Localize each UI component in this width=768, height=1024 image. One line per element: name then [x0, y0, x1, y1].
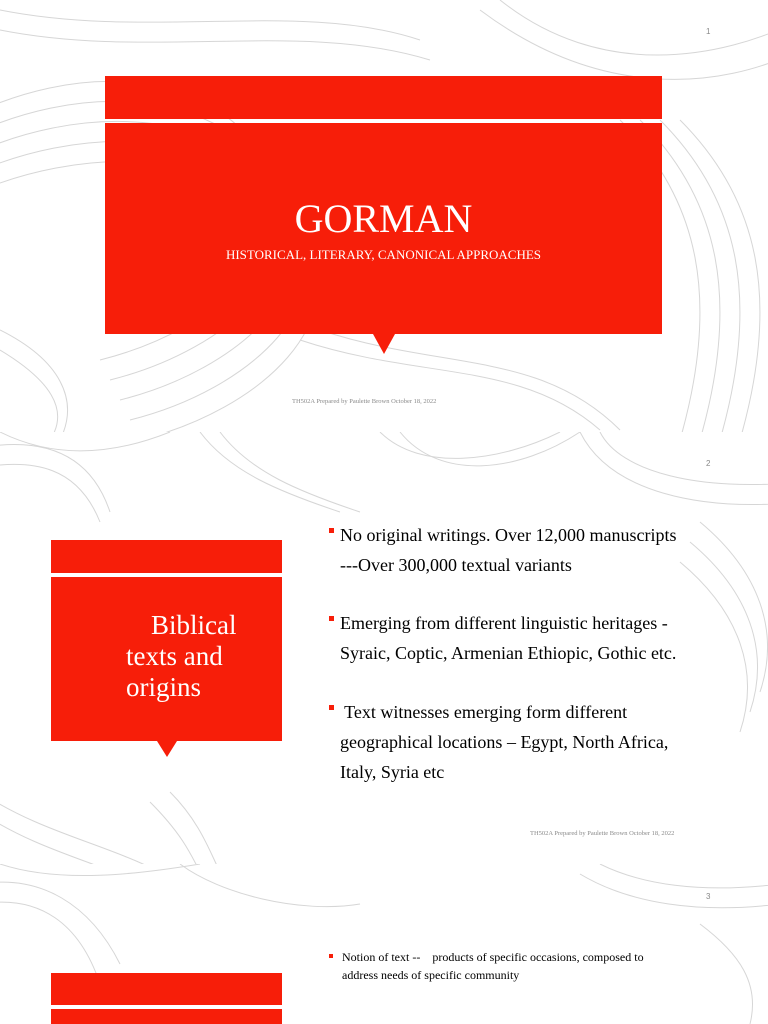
- slide-footer: TH502A Prepared by Paulette Brown October 18, 2022: [530, 830, 675, 837]
- bullet-list: [342, 948, 742, 984]
- bullet-line: Text witnesses emerging form different: [340, 702, 628, 722]
- slide-title-line: Biblical: [151, 610, 237, 640]
- page-number: 3: [706, 892, 711, 901]
- bullet-line: Syraic, Coptic, Armenian Ethiopic, Gothic etc.: [340, 643, 677, 663]
- title-box-pointer: [373, 334, 395, 354]
- bullet-line: Notion of text -- products of specific occasions, composed to: [342, 950, 644, 964]
- title-top-band: [51, 973, 282, 1005]
- slide-footer: TH502A Prepared by Paulette Brown October 18, 2022: [292, 398, 437, 405]
- bullet-marker: [329, 954, 333, 958]
- title-top-band: [51, 540, 282, 573]
- bullet-line: Emerging from different linguistic heritages -: [340, 613, 668, 633]
- slide-subtitle: HISTORICAL, LITERARY, CANONICAL APPROACHES: [225, 247, 542, 262]
- bullet-line: address needs of specific community: [342, 968, 520, 982]
- slide-1: [0, 0, 768, 432]
- slide-title: [126, 610, 236, 703]
- title-box-pointer: [157, 741, 177, 757]
- slide-3: [0, 864, 768, 1024]
- page-number: 2: [706, 459, 711, 468]
- bullet-marker: [329, 705, 334, 710]
- list-item: [340, 697, 740, 787]
- slide-title-line: origins: [126, 672, 202, 702]
- bullet-line: ---Over 300,000 textual variants: [340, 555, 572, 575]
- bullet-list: [340, 520, 740, 787]
- page-number: 1: [706, 27, 711, 36]
- slide-2: [0, 432, 768, 864]
- bullet-line: geographical locations – Egypt, North Africa,: [340, 732, 669, 752]
- bullet-marker: [329, 616, 334, 621]
- bullet-line: No original writings. Over 12,000 manuscripts: [340, 525, 677, 545]
- title-top-band: [105, 76, 662, 119]
- list-item: [342, 948, 742, 984]
- bullet-marker: [329, 528, 334, 533]
- title-box: [51, 1009, 282, 1024]
- list-item: [340, 520, 740, 580]
- slide-title: GORMAN: [294, 196, 473, 241]
- list-item: [340, 608, 740, 668]
- bullet-line: Italy, Syria etc: [340, 762, 445, 782]
- slide-title-line: texts and: [126, 641, 223, 671]
